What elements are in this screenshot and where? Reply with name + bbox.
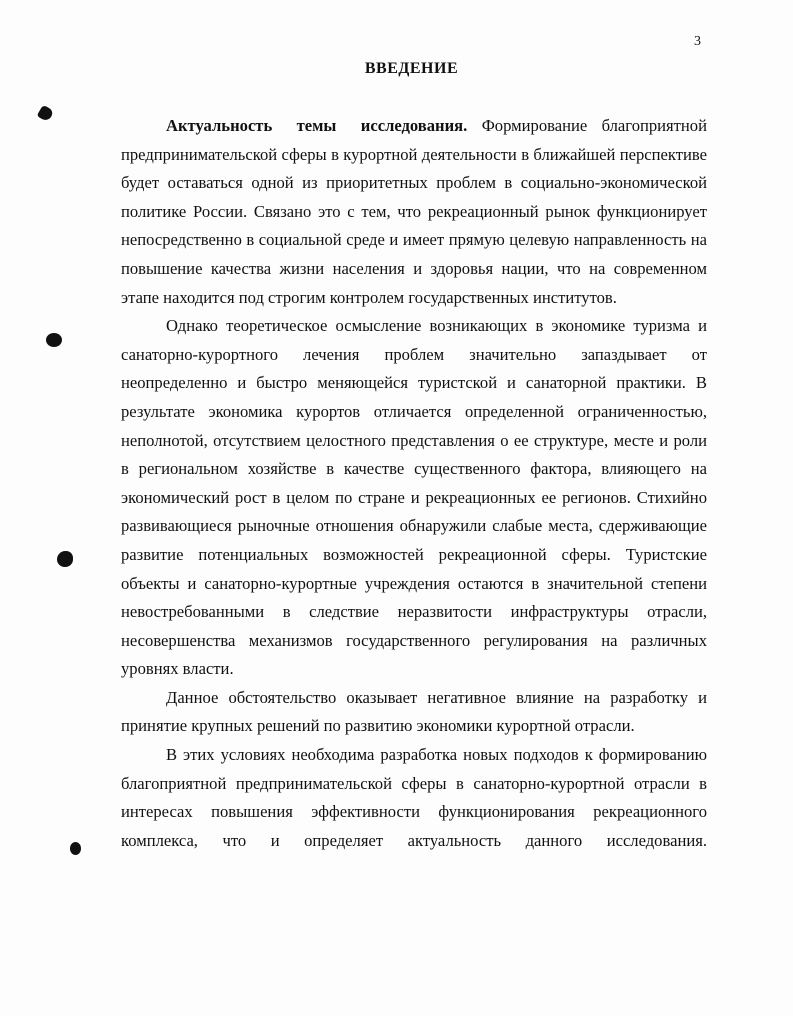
paragraph-theory: Однако теоретическое осмысление возникающих в экономике туризма и санаторно-курортного лечения проблем значительно запаздывает от неопределенно и быстро меняющейся туристской и санаторной практики. В результате экономика курортов отличается определенной ограниченностью, неполнотой, отсутствием целостного представления о ее структуре, месте и роли в региональном хозяйстве в качестве существенного фактора, влияющего на экономический рост в целом по стране и рекреационных ее регионов. Стихийно развивающиеся рыночные отношения обнаружили слабые места, сдерживающие развитие потенциальных возможностей рекреационной сферы. Туристские объекты и санаторно-курортные учреждения остаются в значительной степени невостребованными в следствие неразвитости инфраструктуры отрасли, несовершенства механизмов государственного регулирования на различных уровнях власти.	[121, 316, 707, 679]
ink-blot	[57, 551, 73, 567]
page-title: ВВЕДЕНИЕ	[364, 60, 459, 77]
paragraph-conclusion: В этих условиях необходима разработка новых подходов к формированию благоприятной предпринимательской сферы в санаторно-курортной отрасли в интересах повышения эффективности функционирования рекреационного комплекса, что и определяет актуальность данного исследования.	[121, 745, 707, 850]
page-number: 3	[694, 34, 701, 49]
paragraph-lead: Актуальность темы исследования.	[166, 116, 468, 135]
document-body	[121, 112, 707, 855]
ink-blot	[46, 333, 62, 347]
ink-blot	[37, 105, 55, 123]
paragraph-text: Формирование благоприятной предпринимательской сферы в курортной деятельности в ближайшей перспективе будет оставаться одной из приоритетных проблем в социально-экономической политике России. Связано это с тем, что рекреационный рынок функционирует непосредственно в социальной среде и имеет прямую целевую направленность на повышение качества жизни населения и здоровья нации, что на современном этапе находится под строгим контролем государственных институтов.	[121, 116, 707, 307]
paragraph-relevance	[121, 112, 707, 312]
paragraph-impact: Данное обстоятельство оказывает негативное влияние на разработку и принятие крупных решений по развитию экономики курортной отрасли.	[121, 687, 707, 736]
ink-blot	[70, 842, 81, 855]
